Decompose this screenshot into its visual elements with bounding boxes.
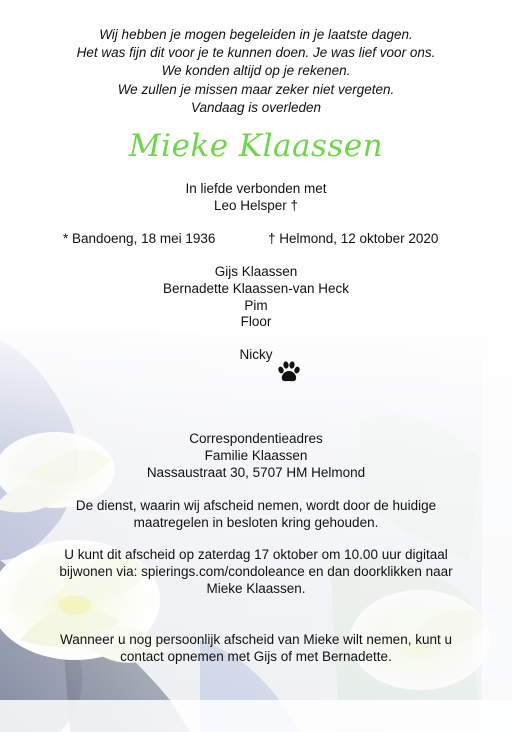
poem-line: Het was fijn dit voor je te kunnen doen. Je was lief voor ons. (76, 45, 436, 61)
paragraph-line: U kunt dit afscheid op zaterdag 17 oktober om 10.00 uur digitaal (64, 547, 448, 562)
poem-line: Wij hebben je mogen begeleiden in je laatste dagen. (99, 27, 413, 42)
paragraph-line: Mieke Klaassen. (206, 581, 306, 597)
service-paragraph (0, 497, 512, 531)
paragraph-line: De dienst, waarin wij afscheid nemen, wordt door de huidige (75, 498, 437, 513)
online-paragraph (0, 546, 512, 598)
family-member: Floor (240, 314, 272, 330)
birth-info: * Bandoeng, 18 mei 1936 (63, 231, 216, 246)
poem-line: We zullen je missen maar zeker niet vergeten. (117, 81, 395, 97)
farewell-paragraph (0, 631, 512, 665)
correspondence-title: Correspondentieadres (189, 431, 323, 446)
family-member: Pim (244, 297, 268, 313)
paw-print-icon (276, 360, 302, 386)
paragraph-line: maatregelen in besloten kring gehouden. (133, 515, 379, 531)
family-member: Bernadette Klaassen-van Heck (162, 280, 350, 296)
poem (0, 26, 512, 117)
correspondence-name: Familie Klaassen (204, 448, 308, 464)
correspondence-address (0, 430, 512, 482)
paragraph-line: bijwonen via: spierings.com/condoleance en dan doorklikken naar (59, 564, 453, 580)
death-info: † Helmond, 12 oktober 2020 (268, 231, 439, 246)
poem-line: We konden altijd op je rekenen. (161, 63, 351, 79)
deceased-name: Mieke Klaassen (128, 128, 384, 164)
paragraph-line: contact opnemen met Gijs of met Bernadette. (120, 649, 392, 665)
poem-line: Vandaag is overleden (190, 99, 322, 115)
family-list (0, 264, 512, 331)
connected-block (0, 180, 512, 214)
correspondence-street: Nassaustraat 30, 5707 HM Helmond (146, 465, 366, 481)
pet-name: Nicky (239, 347, 273, 362)
family-member: Gijs Klaassen (214, 264, 298, 279)
paragraph-line: Wanneer u nog persoonlijk afscheid van Mieke wilt nemen, kunt u (60, 632, 452, 647)
partner-name: Leo Helsper † (213, 198, 299, 214)
connected-line: In liefde verbonden met (185, 181, 327, 196)
